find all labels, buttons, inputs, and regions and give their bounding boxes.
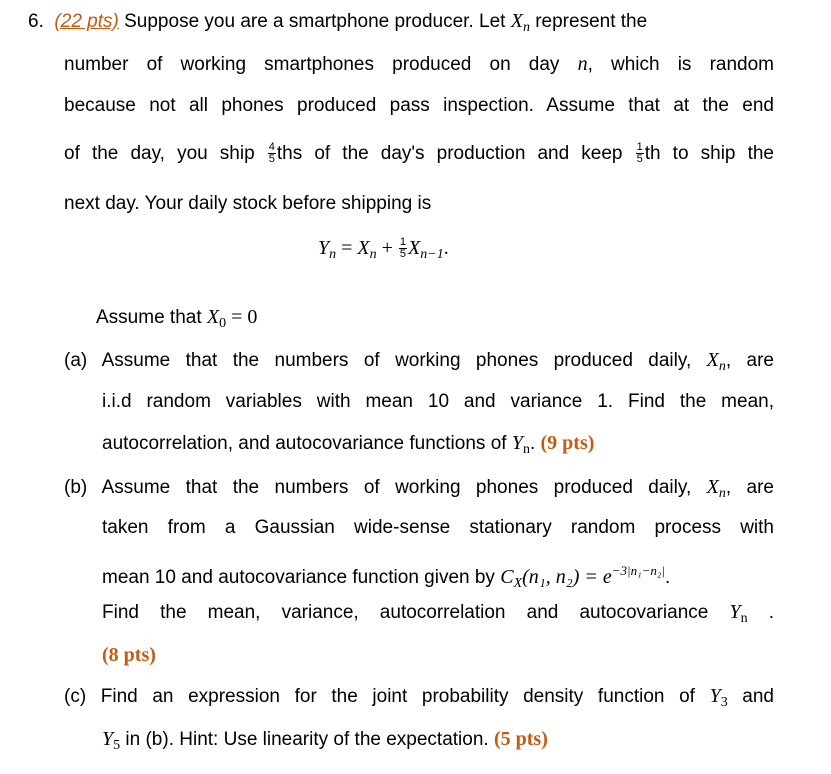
intro-text-4b: ths of the day's production and keep [276, 143, 635, 164]
part-a-line-1: (a) Assume that the numbers of working phones produced daily, $X_n$, are [64, 349, 774, 374]
problem-line-2 [64, 52, 774, 77]
problem-points: (22 pts) [54, 11, 119, 32]
part-a-line-2: i.i.d random variables with mean 10 and variance 1. Find the mean, [102, 391, 774, 412]
var-x0: $X_0$ [206, 306, 227, 331]
part-b-line-4: Find the mean, variance, autocorrelation and autocovariance $Y_n$ . [102, 601, 775, 626]
problem-line-3 [64, 94, 774, 118]
intro-text-4c: th to ship the [644, 143, 774, 164]
assume-rest: = 0 [226, 306, 258, 328]
intro-text-2: number of working smartphones produced on day [64, 54, 578, 75]
eq-xn1: $X_{n-1}$ [408, 237, 444, 262]
var-y5: $Y_5$ [102, 728, 121, 753]
var-xn: $X_n$ [706, 349, 726, 374]
exp-term: $e^{-3|n_1-n_2|}$ [602, 563, 665, 588]
var-n: n [577, 53, 588, 75]
problem-line-1 [28, 9, 647, 40]
eq-lhs: $Y_n$ [318, 237, 337, 262]
var-y3: $Y_3$ [709, 685, 728, 710]
part-b-label: (b) [64, 477, 88, 498]
fraction-four-fifths: $\frac{4}{5}$ [268, 141, 275, 166]
part-b-line-1: (b) Assume that the numbers of working phones produced daily, $X_n$, are [64, 476, 774, 501]
part-c-line-2: $Y_5$ in (b). Hint: Use linearity of the expectation. (5 pts) [102, 728, 548, 753]
part-c-line-1: (c) Find an expression for the joint probability density function of $Y_3$ and [64, 685, 775, 710]
intro-text-1-end: represent the [529, 11, 648, 32]
intro-text-5: next day. Your daily stock before shipping is [64, 193, 432, 214]
intro-text-2-end: , which is random [587, 54, 774, 75]
problem-number: 6. [28, 11, 44, 32]
var-xn: $X_n$ [510, 10, 530, 35]
problem-line-5 [64, 192, 431, 216]
intro-text-4a: of the day, you ship [64, 143, 267, 164]
var-yn: $Y_n$ [511, 432, 530, 457]
part-a-points: (9 pts) [540, 432, 595, 454]
eq-xn: $X_n$ [357, 237, 377, 262]
part-b-line-2: taken from a Gaussian wide-sense stationary random process with [102, 517, 774, 538]
autocov-function: $C_X$ [500, 566, 523, 591]
intro-text-1: Suppose you are a smartphone producer. Let [118, 11, 511, 32]
problem-line-4 [64, 142, 774, 166]
assume-line [96, 305, 257, 336]
stock-equation: $Y_n = X_n$ + $\frac{1}{5}$ $X_{n-1}$. [318, 236, 449, 262]
part-b-line-5 [102, 643, 156, 668]
assume-text: Assume that [96, 307, 207, 328]
fraction-one-fifth: $\frac{1}{5}$ [636, 141, 643, 166]
var-yn: $Y_n$ [729, 601, 748, 626]
part-b-line-3: mean 10 and autocovariance function given by $C_X(n_1$, $n_2) = e^{-3|n_1-n_2|}$. [102, 563, 671, 591]
part-a-line-3: autocorrelation, and autocovariance functions of $Y_n$. (9 pts) [102, 432, 595, 457]
part-b-points: (8 pts) [102, 644, 156, 666]
part-a-label: (a) [64, 350, 88, 371]
part-c-label: (c) [64, 686, 87, 707]
eq-fraction: $\frac{1}{5}$ [399, 236, 407, 261]
part-c-points: (5 pts) [493, 728, 548, 750]
var-xn: $X_n$ [706, 476, 726, 501]
intro-text-3: because not all phones produced pass inspection. Assume that at the end [64, 95, 774, 116]
